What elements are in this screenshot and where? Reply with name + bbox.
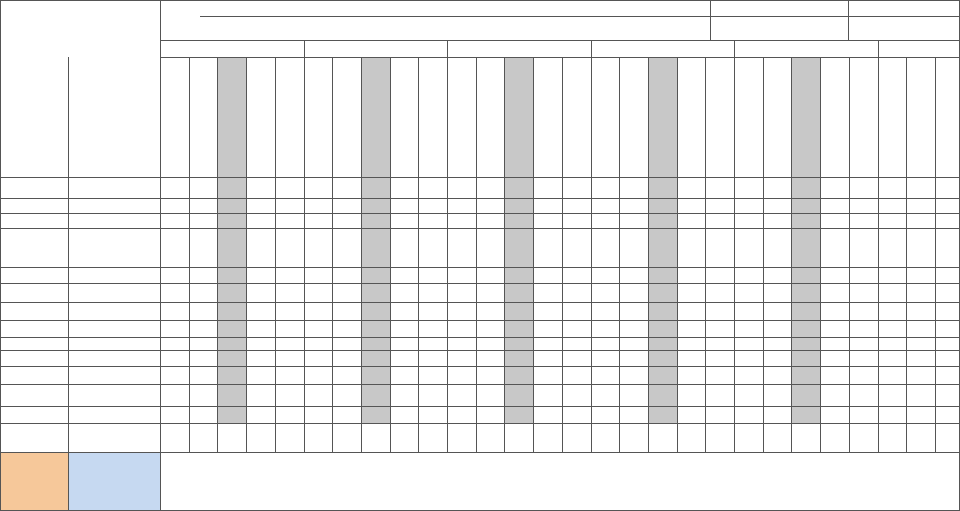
column-label — [189, 59, 218, 175]
table-subtitle — [250, 22, 610, 36]
cell-value — [160, 228, 189, 267]
grid-line — [0, 423, 960, 424]
column-label — [304, 59, 333, 175]
cell-value — [591, 213, 620, 228]
grid-line — [0, 452, 960, 453]
cell-value — [304, 302, 333, 320]
cell-value — [160, 337, 189, 350]
column-label — [332, 59, 361, 175]
column-label — [447, 59, 476, 175]
grid-line — [0, 0, 1, 511]
column-label — [217, 59, 246, 175]
cell-value — [533, 302, 562, 320]
cell-value — [906, 423, 935, 452]
cell-value — [160, 198, 189, 213]
cell-value — [304, 366, 333, 384]
cell-value — [677, 384, 706, 406]
grid-line — [710, 0, 711, 40]
cell-value — [533, 198, 562, 213]
grid-line — [0, 177, 960, 178]
grid-line — [849, 57, 850, 452]
module-11500 — [2, 454, 66, 509]
cell-value — [533, 213, 562, 228]
cell-value — [591, 423, 620, 452]
cell-value — [304, 406, 333, 423]
cell-value — [390, 406, 419, 423]
grid-line — [304, 57, 305, 452]
table-title — [460, 1, 590, 15]
column-label — [418, 59, 447, 175]
cell-value — [533, 283, 562, 302]
column-label — [160, 59, 189, 175]
cell-value — [160, 302, 189, 320]
cell-value — [304, 384, 333, 406]
grid-line — [68, 57, 69, 511]
grid-line — [591, 57, 592, 452]
cell-value — [160, 213, 189, 228]
cell-value — [591, 384, 620, 406]
grid-line — [418, 57, 419, 452]
subject-name — [68, 228, 160, 267]
column-label — [906, 59, 935, 175]
cell-value — [447, 283, 476, 302]
cell-value — [246, 452, 275, 510]
grid-line — [160, 40, 960, 41]
grid-line — [734, 57, 735, 452]
cell-value — [390, 423, 419, 452]
column-label — [619, 59, 648, 175]
year-header — [734, 40, 878, 57]
cell-value — [820, 452, 849, 510]
cell-value — [304, 228, 333, 267]
column-label — [591, 59, 620, 175]
cell-value — [304, 320, 333, 337]
cell-value — [246, 406, 275, 423]
cell-value — [447, 177, 476, 198]
cell-value — [677, 302, 706, 320]
cell-value — [304, 423, 333, 452]
cell-value — [160, 320, 189, 337]
column-label — [935, 59, 960, 175]
grid-line — [935, 57, 936, 452]
grid-line — [217, 57, 218, 452]
grid-line — [189, 57, 190, 452]
grid-line — [619, 57, 620, 452]
cell-value — [160, 406, 189, 423]
grid-line — [591, 40, 592, 57]
cell-value — [390, 366, 419, 384]
column-label — [734, 59, 763, 175]
cell-value — [390, 283, 419, 302]
grid-line — [878, 40, 879, 57]
subject-name — [68, 350, 160, 366]
grid-line — [390, 57, 391, 452]
cell-value — [533, 423, 562, 452]
grid-line — [160, 40, 161, 57]
cell-value — [849, 423, 878, 452]
cell-value — [246, 198, 275, 213]
cell-value — [390, 177, 419, 198]
grid-line — [447, 40, 448, 57]
grid-line — [246, 57, 247, 452]
grid-line — [0, 406, 960, 407]
cell-value — [246, 366, 275, 384]
grid-line — [476, 57, 477, 452]
subject-name — [68, 366, 160, 384]
cell-value — [820, 423, 849, 452]
column-label — [562, 59, 591, 175]
cell-value — [246, 177, 275, 198]
column-label — [878, 59, 907, 175]
cell-value — [390, 213, 419, 228]
grid-line — [0, 283, 960, 284]
grid-line — [361, 57, 362, 452]
cell-value — [533, 406, 562, 423]
cell-value — [677, 177, 706, 198]
cell-value — [677, 366, 706, 384]
subject-name — [68, 384, 160, 406]
subject-name — [68, 406, 160, 423]
subject-name — [68, 302, 160, 320]
subject-name — [68, 320, 160, 337]
cell-value — [390, 302, 419, 320]
year-header — [591, 40, 735, 57]
cell-value — [304, 350, 333, 366]
column-label — [763, 59, 792, 175]
header-szakkepesites — [848, 16, 958, 40]
grid-line — [0, 213, 960, 214]
year-header — [160, 40, 304, 57]
column-label — [849, 59, 878, 175]
cell-value — [447, 406, 476, 423]
grid-line — [878, 57, 879, 452]
cell-value — [533, 177, 562, 198]
grid-line — [848, 0, 849, 40]
cell-value — [304, 283, 333, 302]
cell-value — [246, 384, 275, 406]
cell-value — [849, 406, 878, 423]
grid-line — [200, 16, 960, 17]
cell-value — [591, 228, 620, 267]
grid-line — [0, 366, 960, 367]
cell-value — [447, 213, 476, 228]
cell-value — [533, 384, 562, 406]
grid-line — [0, 302, 960, 303]
subject-name — [68, 452, 160, 510]
cell-value — [677, 228, 706, 267]
cell-value — [160, 177, 189, 198]
cell-value — [390, 350, 419, 366]
grid-line — [705, 57, 706, 452]
grid-line — [763, 57, 764, 452]
cell-value — [246, 320, 275, 337]
column-label — [361, 59, 390, 175]
cell-value — [246, 228, 275, 267]
cell-value — [246, 337, 275, 350]
cell-value — [677, 283, 706, 302]
cell-value — [677, 198, 706, 213]
cell-value — [304, 177, 333, 198]
cell-value — [734, 452, 763, 510]
column-label — [246, 59, 275, 175]
year-header — [878, 40, 960, 57]
subject-name — [68, 423, 160, 452]
cell-value — [390, 384, 419, 406]
cell-value — [160, 452, 189, 510]
grid-line — [533, 57, 534, 452]
year-header — [447, 40, 591, 57]
cell-value — [447, 302, 476, 320]
grid-line — [504, 57, 505, 452]
cell-value — [390, 337, 419, 350]
grid-line — [447, 57, 448, 452]
cell-value — [304, 267, 333, 283]
header-kozismeret-nelkul — [710, 16, 840, 40]
grid-line — [0, 337, 960, 338]
cell-value — [677, 423, 706, 452]
grid-line — [0, 350, 960, 351]
year-header — [304, 40, 448, 57]
grid-line — [791, 57, 792, 452]
cell-value — [591, 283, 620, 302]
cell-value — [447, 423, 476, 452]
cell-value — [591, 198, 620, 213]
module-kozismeret — [0, 177, 68, 452]
subject-name — [68, 283, 160, 302]
grid-line — [906, 57, 907, 452]
column-label — [390, 59, 419, 175]
cell-value — [246, 213, 275, 228]
cell-value — [533, 228, 562, 267]
subject-name — [68, 198, 160, 213]
column-label — [705, 59, 734, 175]
cell-value — [304, 198, 333, 213]
cell-value — [820, 406, 849, 423]
subject-name — [68, 213, 160, 228]
grid-line — [0, 228, 960, 229]
cell-value — [591, 177, 620, 198]
cell-value — [734, 423, 763, 452]
grid-line — [0, 198, 960, 199]
column-label — [476, 59, 505, 175]
cell-value — [390, 320, 419, 337]
grid-line — [0, 320, 960, 321]
tantargyak-header — [70, 62, 158, 122]
cell-value — [734, 406, 763, 423]
cell-value — [160, 384, 189, 406]
grid-line — [734, 40, 735, 57]
cell-value — [246, 302, 275, 320]
cell-value — [246, 423, 275, 452]
column-label — [677, 59, 706, 175]
cell-value — [160, 366, 189, 384]
cell-value — [304, 213, 333, 228]
column-label — [820, 59, 849, 175]
cell-value — [677, 213, 706, 228]
cell-value — [160, 423, 189, 452]
subject-name — [68, 337, 160, 350]
grid-line — [820, 57, 821, 452]
grid-line — [304, 40, 305, 57]
cell-value — [390, 198, 419, 213]
cell-value — [906, 406, 935, 423]
grid-line — [677, 57, 678, 452]
column-label — [275, 59, 304, 175]
cell-value — [591, 406, 620, 423]
grid-line — [0, 384, 960, 385]
cell-value — [390, 228, 419, 267]
cell-value — [304, 337, 333, 350]
grid-line — [160, 57, 960, 58]
cell-value — [677, 406, 706, 423]
cell-value — [447, 228, 476, 267]
grid-line — [0, 267, 960, 268]
cell-value — [447, 384, 476, 406]
subject-name — [68, 267, 160, 283]
cell-value — [390, 267, 419, 283]
column-label — [791, 59, 820, 175]
cell-value — [447, 198, 476, 213]
column-label — [533, 59, 562, 175]
grid-line — [562, 57, 563, 452]
subject-name — [68, 177, 160, 198]
grid-line — [0, 0, 960, 1]
grid-line — [648, 57, 649, 452]
column-label — [504, 59, 533, 175]
modulok-header — [2, 62, 66, 122]
column-label — [648, 59, 677, 175]
grid-line — [275, 57, 276, 452]
grid-line — [332, 57, 333, 452]
grid-line — [160, 57, 161, 452]
